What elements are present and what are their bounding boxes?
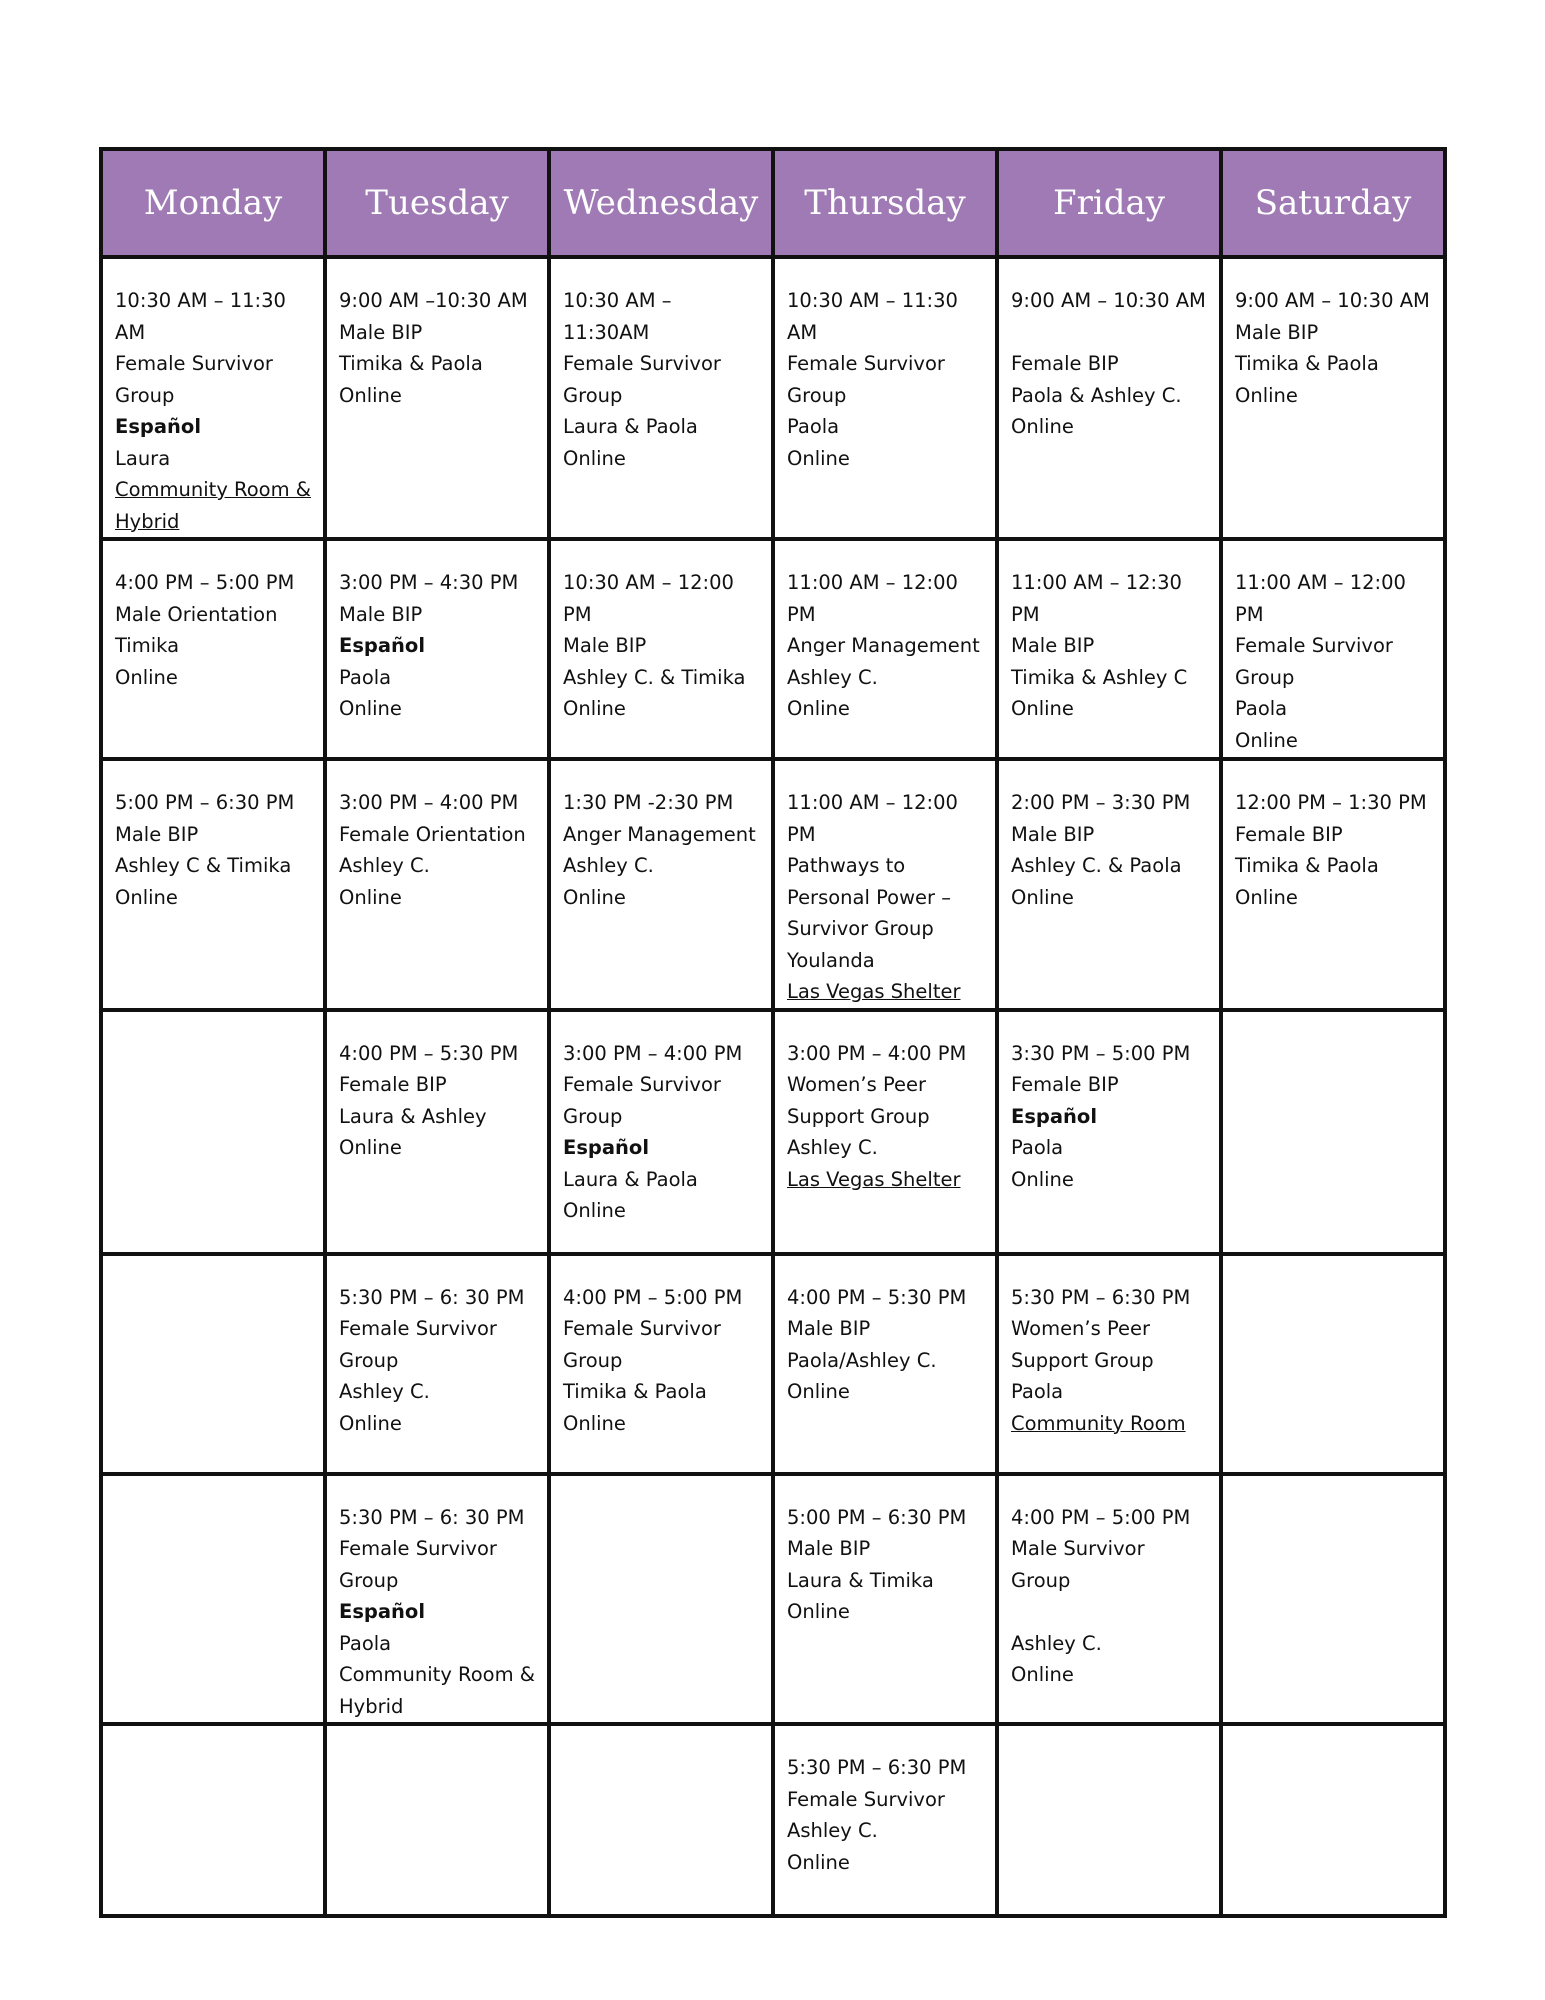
schedule-cell-wednesday	[549, 1724, 773, 1916]
session-entry	[1223, 1012, 1443, 1252]
schedule-cell-friday	[997, 1010, 1221, 1254]
session-line: Online	[787, 1600, 850, 1623]
schedule-row	[101, 539, 1445, 759]
session-line: Paola & Ashley C.	[1011, 383, 1182, 407]
session-line: Online	[563, 1199, 626, 1222]
day-header-friday: Friday	[997, 149, 1221, 257]
session-entry	[103, 1726, 323, 1914]
session-line: Women’s Peer Support Group	[1011, 1317, 1154, 1372]
session-line: Online	[339, 383, 402, 407]
session-entry	[999, 541, 1219, 757]
session-line: Female BIP	[1235, 822, 1343, 846]
session-line: Timika & Paola	[339, 352, 483, 375]
session-line: Community Room & Hybrid	[339, 1663, 535, 1718]
session-time: 5:30 PM – 6:30 PM	[1011, 1285, 1191, 1309]
session-entry	[1223, 259, 1443, 537]
session-line: Ashley C.	[787, 665, 878, 689]
schedule-row	[101, 1010, 1445, 1254]
session-line: Online	[1011, 415, 1074, 438]
session-line: Online	[115, 665, 178, 689]
session-entry	[551, 541, 771, 757]
weekly-schedule-table	[99, 147, 1447, 1918]
schedule-cell-wednesday	[549, 539, 773, 759]
schedule-cell-tuesday	[325, 1474, 549, 1725]
session-line: Male BIP	[115, 822, 199, 846]
session-line: Pathways to Personal Power – Survivor Group	[787, 854, 951, 940]
session-line: Paola	[339, 665, 392, 689]
session-time: 9:00 AM –10:30 AM	[339, 289, 528, 312]
session-line: Online	[1235, 885, 1298, 909]
schedule-cell-thursday	[773, 1010, 997, 1254]
session-line: Female Survivor	[787, 1787, 945, 1811]
session-line: Paola	[339, 1631, 392, 1655]
session-time: 3:00 PM – 4:00 PM	[563, 1041, 743, 1065]
session-entry	[775, 1476, 995, 1723]
schedule-cell-friday	[997, 257, 1221, 539]
session-entry	[103, 1256, 323, 1472]
session-line: Female BIP	[339, 1073, 447, 1096]
schedule-cell-tuesday	[325, 759, 549, 1010]
session-time: 4:00 PM – 5:30 PM	[787, 1285, 967, 1309]
session-entry	[999, 259, 1219, 537]
schedule-row	[101, 759, 1445, 1010]
session-time: 4:00 PM – 5:00 PM	[563, 1285, 743, 1309]
session-line: Online	[339, 1136, 402, 1159]
session-line: Youlanda	[787, 948, 875, 972]
session-entry	[327, 1726, 547, 1914]
schedule-row	[101, 1254, 1445, 1474]
session-line: Male BIP	[1011, 822, 1095, 846]
session-line: Anger Management	[787, 634, 980, 657]
session-line: Female Survivor Group	[339, 1317, 497, 1372]
session-time: 4:00 PM – 5:00 PM	[1011, 1505, 1191, 1529]
schedule-row	[101, 1724, 1445, 1916]
schedule-cell-saturday	[1221, 1724, 1445, 1916]
session-line: Female Orientation	[339, 822, 526, 846]
session-line: Female Survivor Group	[787, 352, 945, 407]
schedule-cell-tuesday	[325, 1010, 549, 1254]
session-line: Male BIP	[787, 1317, 871, 1340]
session-line: Online	[787, 1380, 850, 1403]
session-entry	[327, 1256, 547, 1472]
session-line: Ashley C.	[1011, 1631, 1102, 1655]
session-time: 10:30 AM – 11:30AM	[563, 289, 672, 344]
session-line: Female Survivor Group	[563, 1073, 721, 1128]
session-line: Female BIP	[1011, 352, 1119, 375]
schedule-cell-tuesday	[325, 257, 549, 539]
schedule-cell-thursday	[773, 759, 997, 1010]
session-time: 5:00 PM – 6:30 PM	[115, 791, 295, 814]
session-line: Online	[339, 697, 402, 720]
schedule-cell-monday	[101, 1474, 325, 1725]
session-time: 11:00 AM – 12:00 PM	[787, 791, 958, 846]
session-line: Paola	[1011, 1136, 1064, 1159]
session-line: Laura & Paola	[563, 1167, 698, 1191]
session-entry	[327, 541, 547, 757]
schedule-cell-friday	[997, 759, 1221, 1010]
schedule-cell-thursday	[773, 257, 997, 539]
session-time: 5:30 PM – 6:30 PM	[787, 1756, 967, 1779]
session-entry	[1223, 761, 1443, 1008]
session-time: 10:30 AM – 11:30 AM	[115, 289, 286, 344]
session-line: Online	[787, 697, 850, 720]
session-line: Ashley C & Timika	[115, 854, 292, 877]
session-entry	[103, 1476, 323, 1723]
session-time: 10:30 AM – 12:00 PM	[563, 571, 734, 626]
schedule-cell-tuesday	[325, 539, 549, 759]
session-line: Timika & Paola	[1235, 854, 1379, 877]
session-line: Online	[563, 446, 626, 470]
session-entry	[1223, 1726, 1443, 1914]
session-line: Paola	[787, 415, 840, 438]
session-line: Paola	[1011, 1380, 1064, 1403]
session-line: Online	[1235, 383, 1298, 407]
schedule-row	[101, 1474, 1445, 1725]
session-time: 12:00 PM – 1:30 PM	[1235, 791, 1427, 814]
day-header-saturday: Saturday	[1221, 149, 1445, 257]
day-header-wednesday: Wednesday	[549, 149, 773, 257]
schedule-body	[101, 257, 1445, 1916]
session-language: Español	[339, 634, 426, 657]
session-line: Paola/Ashley C.	[787, 1348, 937, 1372]
session-line: Anger Management	[563, 822, 756, 846]
session-language: Español	[115, 415, 202, 438]
session-line: Male Orientation	[115, 602, 278, 626]
session-line: Female Survivor Group	[339, 1537, 497, 1592]
schedule-cell-monday	[101, 257, 325, 539]
schedule-cell-thursday	[773, 1474, 997, 1725]
session-line: Online	[1011, 1663, 1074, 1686]
session-line: Online	[1011, 1167, 1074, 1191]
day-header-tuesday: Tuesday	[325, 149, 549, 257]
session-line: Ashley C. & Paola	[1011, 854, 1182, 877]
session-line: Female Survivor Group	[563, 1317, 721, 1372]
session-time: 1:30 PM -2:30 PM	[563, 791, 734, 814]
session-entry	[327, 1012, 547, 1252]
session-line: Online	[787, 446, 850, 470]
session-entry	[103, 259, 323, 537]
session-line: Online	[1011, 885, 1074, 909]
session-line: Online	[563, 885, 626, 909]
schedule-cell-thursday	[773, 539, 997, 759]
session-time: 2:00 PM – 3:30 PM	[1011, 791, 1191, 814]
schedule-cell-saturday	[1221, 759, 1445, 1010]
schedule-cell-friday	[997, 539, 1221, 759]
session-entry	[775, 259, 995, 537]
schedule-cell-thursday	[773, 1724, 997, 1916]
session-line: Timika & Paola	[563, 1380, 707, 1403]
schedule-cell-monday	[101, 1724, 325, 1916]
session-time: 3:00 PM – 4:30 PM	[339, 571, 519, 594]
session-line: Online	[787, 1850, 850, 1874]
session-entry	[327, 259, 547, 537]
session-entry	[775, 761, 995, 1008]
schedule-cell-monday	[101, 1254, 325, 1474]
session-entry	[551, 1012, 771, 1252]
session-location: Las Vegas Shelter	[787, 980, 961, 1003]
session-time: 5:00 PM – 6:30 PM	[787, 1505, 967, 1529]
schedule-cell-saturday	[1221, 539, 1445, 759]
session-line: Online	[339, 885, 402, 909]
session-line: Female BIP	[1011, 1073, 1119, 1096]
session-line: Male BIP	[1235, 320, 1319, 344]
session-entry	[775, 541, 995, 757]
schedule-cell-saturday	[1221, 1254, 1445, 1474]
session-language: Español	[339, 1600, 426, 1623]
session-entry	[775, 1256, 995, 1472]
session-line: Timika	[115, 634, 180, 657]
session-entry	[1223, 541, 1443, 757]
session-line: Laura & Timika	[787, 1568, 934, 1592]
session-line	[1011, 317, 1209, 349]
session-line: Online	[1011, 697, 1074, 720]
session-line: Ashley C. & Timika	[563, 665, 746, 689]
session-time: 11:00 AM – 12:00 PM	[1235, 571, 1406, 626]
session-line: Online	[1235, 728, 1298, 752]
session-line: Female Survivor Group	[563, 352, 721, 407]
session-line: Female Survivor Group	[1235, 634, 1393, 689]
session-line: Timika & Ashley C	[1011, 665, 1188, 689]
session-time: 5:30 PM – 6: 30 PM	[339, 1505, 525, 1529]
session-entry	[551, 1256, 771, 1472]
session-line: Women’s Peer Support Group	[787, 1073, 930, 1128]
session-entry	[999, 1476, 1219, 1723]
session-time: 3:00 PM – 4:00 PM	[339, 791, 519, 814]
schedule-row	[101, 257, 1445, 539]
session-entry	[551, 1726, 771, 1914]
session-entry	[551, 1476, 771, 1723]
day-header-monday: Monday	[101, 149, 325, 257]
session-line: Laura & Paola	[563, 415, 698, 438]
session-line: Male BIP	[339, 602, 423, 626]
schedule-cell-wednesday	[549, 1010, 773, 1254]
session-entry	[1223, 1256, 1443, 1472]
session-line: Online	[339, 1411, 402, 1435]
schedule-cell-tuesday	[325, 1254, 549, 1474]
schedule-cell-monday	[101, 539, 325, 759]
session-entry	[999, 1012, 1219, 1252]
day-header-row	[101, 149, 1445, 257]
day-header-thursday: Thursday	[773, 149, 997, 257]
session-language: Español	[1011, 1104, 1098, 1128]
session-entry	[551, 761, 771, 1008]
session-time: 9:00 AM – 10:30 AM	[1011, 289, 1206, 312]
session-line	[1011, 1596, 1209, 1628]
session-line: Female Survivor Group	[115, 352, 273, 407]
session-line: Ashley C.	[787, 1819, 878, 1842]
session-line: Online	[115, 885, 178, 909]
session-line: Ashley C.	[787, 1136, 878, 1159]
session-line: Male BIP	[787, 1537, 871, 1560]
schedule-cell-tuesday	[325, 1724, 549, 1916]
session-line: Male BIP	[563, 634, 647, 657]
session-time: 3:00 PM – 4:00 PM	[787, 1041, 967, 1065]
schedule-cell-thursday	[773, 1254, 997, 1474]
session-line: Male BIP	[339, 320, 423, 344]
session-time: 11:00 AM – 12:30 PM	[1011, 571, 1182, 626]
session-line: Ashley C.	[563, 854, 654, 877]
session-line: Ashley C.	[339, 854, 430, 877]
session-time: 3:30 PM – 5:00 PM	[1011, 1041, 1191, 1065]
schedule-cell-wednesday	[549, 1474, 773, 1725]
session-time: 5:30 PM – 6: 30 PM	[339, 1285, 525, 1309]
session-entry	[999, 761, 1219, 1008]
session-entry	[327, 761, 547, 1008]
session-line: Laura	[115, 446, 171, 470]
session-entry	[775, 1726, 995, 1914]
session-entry	[103, 541, 323, 757]
schedule-cell-monday	[101, 1010, 325, 1254]
session-line: Ashley C.	[339, 1380, 430, 1403]
session-line: Timika & Paola	[1235, 352, 1379, 375]
session-time: 10:30 AM – 11:30 AM	[787, 289, 958, 344]
session-line: Online	[563, 1411, 626, 1435]
schedule-cell-friday	[997, 1254, 1221, 1474]
session-entry	[103, 1012, 323, 1252]
session-entry	[999, 1256, 1219, 1472]
session-line: Paola	[1235, 697, 1288, 720]
session-time: 4:00 PM – 5:30 PM	[339, 1041, 519, 1065]
session-line: Laura & Ashley	[339, 1104, 487, 1128]
session-language: Español	[563, 1136, 650, 1159]
schedule-cell-wednesday	[549, 257, 773, 539]
session-entry	[775, 1012, 995, 1252]
session-entry	[1223, 1476, 1443, 1723]
session-entry	[999, 1726, 1219, 1914]
session-location: Community Room & Hybrid	[115, 478, 311, 533]
session-line: Male Survivor Group	[1011, 1537, 1145, 1592]
session-location: Las Vegas Shelter	[787, 1167, 961, 1191]
session-time: 9:00 AM – 10:30 AM	[1235, 289, 1430, 312]
session-time: 4:00 PM – 5:00 PM	[115, 571, 295, 594]
session-line: Online	[563, 697, 626, 720]
session-line: Male BIP	[1011, 634, 1095, 657]
session-time: 11:00 AM – 12:00 PM	[787, 571, 958, 626]
session-entry	[551, 259, 771, 537]
schedule-cell-wednesday	[549, 1254, 773, 1474]
schedule-cell-saturday	[1221, 1474, 1445, 1725]
schedule-cell-friday	[997, 1474, 1221, 1725]
schedule-cell-friday	[997, 1724, 1221, 1916]
session-location: Community Room	[1011, 1411, 1186, 1435]
session-entry	[103, 761, 323, 1008]
schedule-cell-saturday	[1221, 1010, 1445, 1254]
schedule-cell-saturday	[1221, 257, 1445, 539]
session-entry	[327, 1476, 547, 1723]
schedule-cell-monday	[101, 759, 325, 1010]
schedule-cell-wednesday	[549, 759, 773, 1010]
